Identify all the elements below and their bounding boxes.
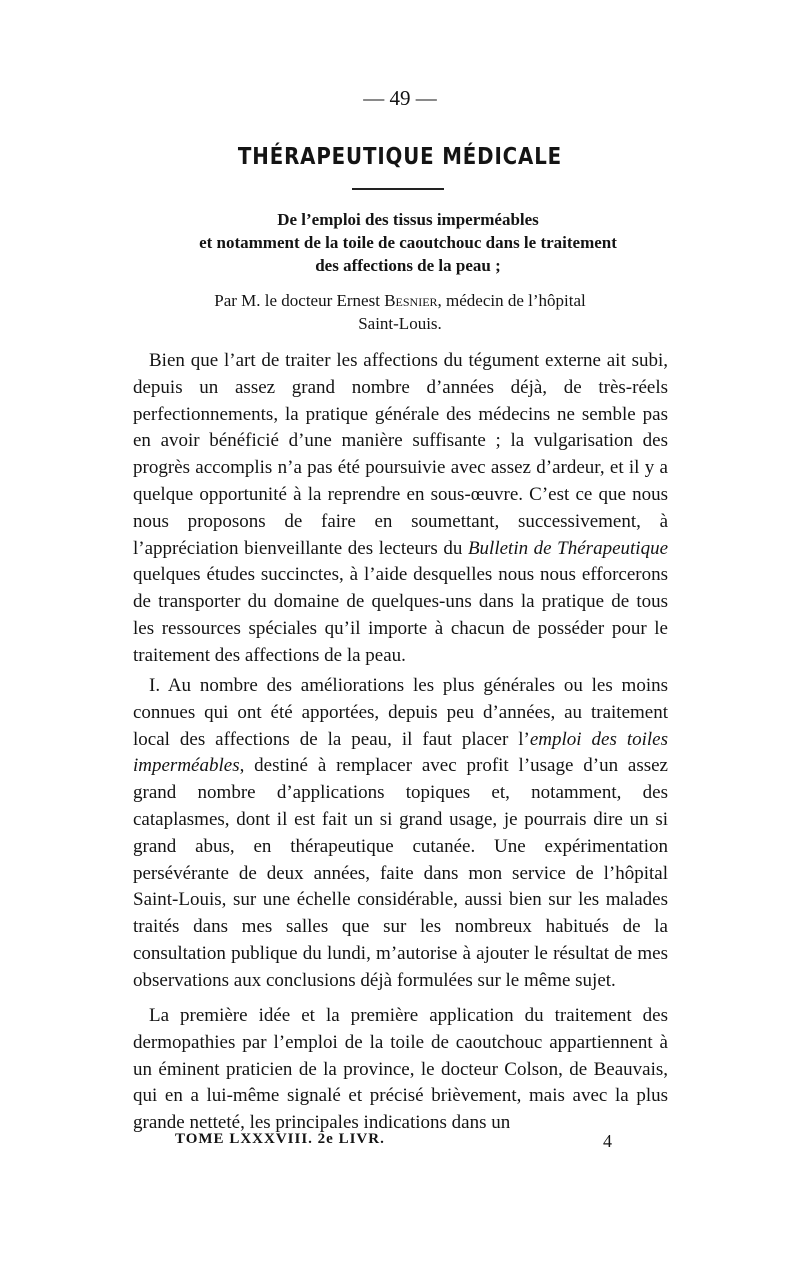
- printer-signature: TOME LXXXVIII. 2e LIVR.: [175, 1131, 385, 1147]
- paragraph-text: quelques études succinctes, à l’aide desquelles nous nous efforcerons de transporter du domaine de quelques-uns dans la pratique de tous les ressources spéciales qu’il importe à chacun de posséder pour le traitement des affections de la peau.: [133, 564, 668, 666]
- byline-prefix: Par M. le docteur Ernest: [214, 291, 385, 310]
- paragraph-text: , destiné à remplacer avec profit l’usage d’un assez grand nombre d’applications topiques et, notamment, des cataplasmes, dont il est fait un si grand usage, je pourrais dire un si grand abus, en thérapeutique cutanée. Une expérimentation persévérante de deux années, faite dans mon service de l’hôpital Saint-Louis, sur une échelle considérable, aussi bien sur les malades traités dans mes salles que sur les nombreux habitués de la consultation publique du lundi, m’autorise à ajouter le résultat de mes observations aux conclusions déjà formulées sur le même sujet.: [133, 755, 668, 991]
- byline: [160, 289, 640, 335]
- emphasis-text: emploi des toiles imperméables: [133, 728, 669, 777]
- sheet-number: 4: [603, 1131, 612, 1151]
- byline-line: [160, 289, 640, 312]
- paragraph-section-1: [133, 673, 668, 995]
- paragraph-text: Bien que l’art de traiter les affections du tégument externe ait subi, depuis un assez grand nombre d’années déjà, de très-réels perfectionnements, la pratique générale des médecins ne semble pas en avoir bénéficié d’une manière suffisante ; la vulgarisation des progrès accomplis n’a pas été poursuivie avec assez d’ardeur, et il y a quelque opportunité à la reprendre en sous-œuvre. C’est ce que nous nous proposons de faire en soumettant, successivement, à l’appréciation bienveillante des lecteurs du: [133, 350, 668, 559]
- paragraph-intro: [133, 348, 668, 670]
- article-title-line: des affections de la peau ;: [315, 256, 501, 275]
- title-divider: [352, 188, 444, 190]
- paragraph-text: I. Au nombre des améliorations les plus générales ou les moins connues qui ont été apportées, depuis peu d’années, au traitement local des affections de la peau, il faut placer l’: [133, 675, 668, 750]
- author-name: Besnier: [384, 291, 438, 310]
- journal-title: Bulletin de Thérapeutique: [467, 537, 668, 559]
- article-title: [148, 208, 668, 277]
- article-title-line: et notamment de la toile de caoutchouc dans le traitement: [199, 233, 617, 252]
- article-title-line: De l’emploi des tissus imperméables: [277, 210, 539, 229]
- byline-line: Saint-Louis.: [358, 314, 442, 333]
- section-title: THÉRAPEUTIQUE MÉDICALE: [237, 144, 563, 170]
- paragraph-history: La première idée et la première application du traitement des dermopathies par l’emploi de la toile de caoutchouc appartiennent à un éminent praticien de la province, le docteur Colson, de Beauvais, qui en a lui-même signalé et précisé brièvement, mais avec la plus grande netteté, les principales indications dans un: [133, 1005, 668, 1134]
- page-number: — 49 —: [363, 86, 437, 110]
- byline-suffix: , médecin de l’hôpital: [437, 291, 586, 310]
